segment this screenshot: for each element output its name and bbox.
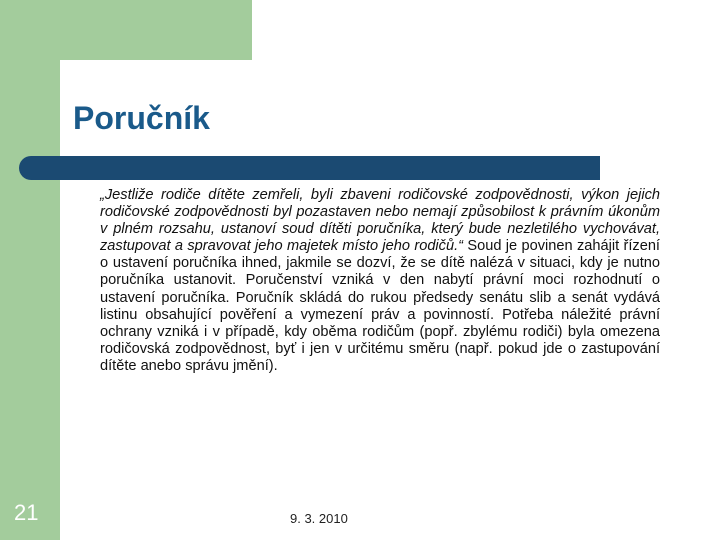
slide-date: 9. 3. 2010	[290, 511, 348, 526]
explanation-text: Soud je povinen zahájit řízení o ustavení poručníka ihned, jakmile se dozví, že se dítě nalézá v situaci, kdy je nutno poručníka ustanovit. Poručenství vzniká v den nabytí právní moci rozhodnutí o ustavení poručníka. Poručník skládá do rukou předsedy senátu slib a senát vydává listinu obsahující pověření a vymezení práv a povinností. Potřeba náležité právní ochrany vzniká i v případě, kdy oběma rodičům (popř. zbylému rodiči) byla omezena rodičovská zodpovědnost, byť i jen v určitému směru (např. pokud jde o zastupování dítěte anebo správu jmění).	[100, 238, 660, 374]
green-top-band	[60, 0, 252, 60]
slide-body-text	[100, 187, 660, 375]
page-number: 21	[14, 500, 39, 525]
green-side-band	[0, 0, 60, 540]
quoted-law-text: „Jestliže rodiče dítěte zemřeli, byli zbaveni rodičovské zodpovědnosti, výkon jejich rodičovské zodpovědnosti byl pozastaven nebo nemají způsobilost k právním úkonům v plném rozsahu, ustanoví soud dítěti poručníka, který bude nezletilého vychovávat, zastupovat a spravovat jeho majetek místo jeho rodičů.“	[100, 187, 660, 255]
slide-title: Poručník	[73, 100, 210, 136]
rounded-corner	[60, 60, 100, 100]
title-underline-bar	[19, 156, 600, 180]
